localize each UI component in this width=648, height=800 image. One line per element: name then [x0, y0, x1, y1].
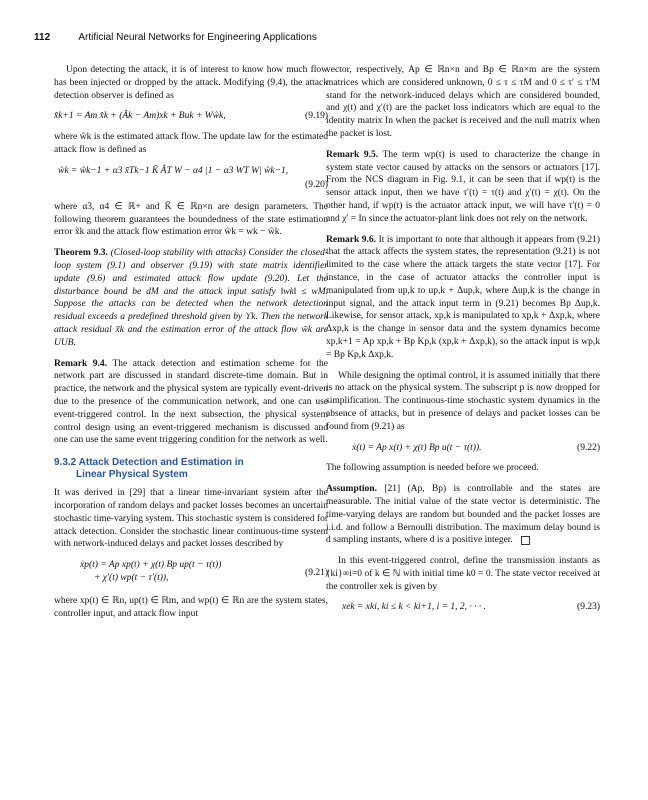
paragraph: where ŵk is the estimated attack flow. The update law for the estimated attack flow is defined as — [54, 132, 328, 155]
end-of-proof-icon — [521, 536, 530, 545]
running-header — [34, 32, 608, 48]
paragraph: The following assumption is needed before we proceed. — [326, 463, 539, 474]
equation-number: (9.23) — [577, 602, 600, 613]
assumption — [326, 483, 600, 547]
remark-9-4 — [54, 358, 328, 448]
remark-body: The attack detection and estimation scheme for the network part are discussed in standard discrete-time domain. But in practice, the network and the physical system are typically event-driven due to the presence of the communication network, and one can use event-triggered control. In the next subsection, the physical system control design using an event-triggered mechanism is discussed and one can use the same event triggering condition for the network as well. — [54, 358, 328, 446]
assumption-body: [21] (Ap, Bp) is controllable and the states are measurable. The initial value of the state vector is deterministic. The time-varying delays are random but bounded and the packet losses are i.i.d. and follow a Bernoulli distribution. The maximum delay bound is d sampling instants, where d is a positive integer. — [326, 484, 600, 546]
remark-label: Remark 9.6. — [326, 234, 377, 245]
paragraph: vector, respectively, Ap ∈ ℝn×n and Bp ∈ ℝn×m are the system matrices which are considered unknown, 0 ≤ τ ≤ τM and 0 ≤ τ′ ≤ τ′M stand for the network-induced delays which are considered bounded, and χ(t) and χ′(t) are the packet loss indicators which are equal to the identity matrix In when the packet is received and the null matrix when the packet is lost. — [326, 65, 600, 139]
equation-body: ŵk = ŵk−1 + α3 x̃Tk−1 K̄ ÂT W − α4 |1 − α3 WT W| ŵk−1, — [58, 165, 289, 176]
right-column — [326, 64, 600, 622]
remark-9-6 — [326, 234, 600, 362]
remark-body: The term wp(t) is used to characterize the change in system state vector caused by attacks on the sensors or actuators [17]. From the NCS diagram in Fig. 9.1, it can be seen that if wp(t) is the sensor attack input, then we have τ′(t) = τ(t) and χ′(t) = χ(t). On the other hand, if wp(t) is the actuator attack input, we will have τ′(t) = 0 and χ′ = In since the actuator-plant link does not rely on the network. — [326, 149, 600, 224]
page-number: 112 — [34, 32, 51, 43]
equation-number: (9.21) — [305, 568, 328, 579]
running-title: Artificial Neural Networks for Engineering Applications — [78, 32, 317, 43]
equation-number: (9.19) — [305, 111, 328, 122]
theorem-label: Theorem 9.3. — [54, 248, 108, 259]
equation-line-2: + χ′(t) wp(t − τ′(t)), — [94, 572, 169, 583]
remark-9-5 — [326, 149, 600, 226]
section-number: 9.3.2 — [54, 457, 77, 469]
remark-label: Remark 9.5. — [326, 149, 379, 160]
assumption-label: Assumption. — [326, 484, 377, 495]
equation-9-23 — [326, 601, 600, 614]
section-heading — [54, 457, 328, 481]
section-title-line-1: Attack Detection and Estimation in — [78, 457, 244, 469]
paragraph: where α3, α4 ∈ ℝ+ and K̄ ∈ ℝn×n are design parameters. The following theorem guarantees the boundedness of the state estimation error x̃k and the attack flow estimation error w̃k = wk − ŵk. — [54, 201, 328, 238]
left-column — [54, 64, 328, 628]
remark-label: Remark 9.4. — [54, 358, 108, 369]
equation-body: x̂k+1 = Am x̂k + (Âk − Am)xk + Buk + Wŵk, — [54, 111, 226, 122]
equation-number: (9.22) — [577, 442, 600, 453]
equation-body: ẋ(t) = Ap x(t) + χ(t) Bp u(t − τ(t)). — [352, 442, 482, 453]
paragraph: where xp(t) ∈ ℝn, up(t) ∈ ℝm, and wp(t) ∈ ℝn are the system states, controller input, and attack flow input — [54, 595, 328, 619]
theorem-9-3 — [54, 247, 328, 349]
equation-9-21 — [54, 559, 328, 585]
remark-body: It is important to note that although it appears from (9.21) that the attack affects the system states, the representation (9.21) is not limited to the case where the attack targets the state vector [17]. For instance, in the case of actuator attacks the controller input is manipulated from up,k to up,k + Δup,k, where Δup,k is the change in input signal, and the attack input term in (9.21) becomes Bp Δup,k. Likewise, for sensor attack, xp,k is manipulated to xp,k + Δxp,k, where Δxp,k is the change in sensor data and the system dynamics become xp,k+1 = Ap xp,k + Bp Kp,k (xp,k + Δxp,k), so the attack input is wp,k = Bp Kp,k Δxp,k. — [326, 234, 600, 360]
equation-9-22 — [326, 442, 600, 455]
theorem-body: Consider the closed-loop system (9.1) and observer (9.19) with state matrix identifier update (9.6) and estimated attack flow update (9.20). Let the disturbance bound be dM and the attack input satisfy ‖wk‖ ≤ wM. Suppose the attacks can be detected when the network detection residual exceeds a predefined threshold given by ϒk. Then the network attack residual x̃k and the estimation error of the attack flow w̃k are UUB. — [54, 248, 329, 348]
equation-9-19 — [54, 110, 328, 123]
equation-number: (9.20) — [305, 179, 328, 190]
paragraph: While designing the optimal control, it is assumed initially that there is no attack on the physical system. The subscript p is now dropped for simplification. The continuous-time stochastic system dynamics in the absence of attacks, but in presence of delays and packet losses can be found from (9.21) as — [326, 370, 600, 432]
equation-9-20 — [54, 165, 328, 193]
section-title-line-2: Linear Physical System — [76, 469, 188, 481]
paragraph: It was derived in [29] that a linear time-invariant system after the incorporation of random delays and packet losses becomes an uncertain stochastic time-varying system. This stochastic system is considered for attack detection. Consider the stochastic linear continuous-time system with network-induced delays and packet losses described by — [54, 488, 328, 550]
equation-line-1: ẋp(t) = Ap xp(t) + χ(t) Bp up(t − τ(t)) — [80, 560, 222, 571]
theorem-title: (Closed-loop stability with attacks) — [110, 248, 246, 259]
paragraph: In this event-triggered control, define the transmission instants as {ki}∞i=0 of k ∈ ℕ with initial time k0 = 0. The state vector received at the controller xek is given by — [326, 556, 600, 592]
paragraph: Upon detecting the attack, it is of interest to know how much flow has been injected or dropped by the attack. Modifying (9.4), the attack detection observer is defined as — [54, 65, 328, 101]
equation-body: xek = xki, ki ≤ k < ki+1, i = 1, 2, · · · . — [342, 602, 487, 613]
